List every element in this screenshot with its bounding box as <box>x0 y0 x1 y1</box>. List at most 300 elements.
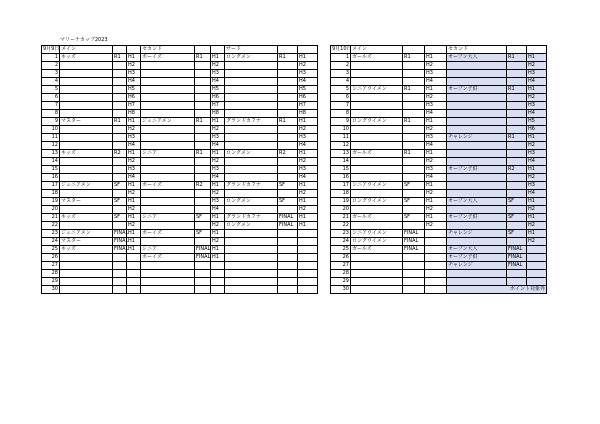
table-cell[interactable] <box>278 206 298 214</box>
row-number-cell[interactable]: 29 <box>331 278 351 286</box>
table-cell[interactable] <box>60 278 113 286</box>
row-number-cell[interactable]: 26 <box>42 254 60 262</box>
table-cell[interactable]: H2 <box>298 126 318 134</box>
table-cell[interactable] <box>425 270 447 278</box>
table-cell[interactable] <box>507 150 527 158</box>
row-number-cell[interactable]: 28 <box>42 270 60 278</box>
table-cell[interactable]: H4 <box>127 78 141 86</box>
table-cell[interactable] <box>447 182 507 190</box>
table-cell[interactable] <box>403 190 425 198</box>
table-cell[interactable] <box>60 174 113 182</box>
table-cell[interactable] <box>403 222 425 230</box>
table-cell[interactable]: H3 <box>298 70 318 78</box>
table-cell[interactable] <box>225 238 278 246</box>
table-cell[interactable]: シニア <box>141 246 195 254</box>
table-cell[interactable]: H5 <box>527 118 547 126</box>
table-cell[interactable]: H2 <box>127 126 141 134</box>
table-cell[interactable]: H1 <box>127 118 141 126</box>
table-cell[interactable] <box>351 206 403 214</box>
table-cell[interactable] <box>425 230 447 238</box>
table-cell[interactable] <box>447 118 507 126</box>
table-cell[interactable]: H2 <box>298 206 318 214</box>
table-cell[interactable]: ボーイズ <box>141 254 195 262</box>
table-cell[interactable]: オープン子供 <box>447 214 507 222</box>
table-cell[interactable] <box>447 150 507 158</box>
table-cell[interactable] <box>403 78 425 86</box>
table-cell[interactable] <box>351 78 403 86</box>
row-number-cell[interactable]: 12 <box>331 142 351 150</box>
table-cell[interactable]: H1 <box>127 182 141 190</box>
table-cell[interactable] <box>113 142 127 150</box>
table-cell[interactable] <box>403 134 425 142</box>
table-cell[interactable]: H2 <box>527 142 547 150</box>
table-cell[interactable]: ガールズ <box>351 54 403 62</box>
table-cell[interactable]: R1 <box>403 54 425 62</box>
table-cell[interactable] <box>298 246 318 254</box>
table-cell[interactable]: H7 <box>298 102 318 110</box>
table-cell[interactable]: H1 <box>211 150 225 158</box>
header-cell[interactable]: セカンド <box>141 46 195 54</box>
table-cell[interactable] <box>507 182 527 190</box>
table-cell[interactable] <box>225 254 278 262</box>
table-cell[interactable] <box>60 94 113 102</box>
table-cell[interactable]: SF <box>113 182 127 190</box>
table-cell[interactable] <box>195 262 211 270</box>
table-cell[interactable]: FINAL <box>114 230 129 236</box>
table-cell[interactable] <box>425 286 447 294</box>
table-cell[interactable] <box>351 126 403 134</box>
table-cell[interactable] <box>113 270 127 278</box>
table-cell[interactable]: R1 <box>113 118 127 126</box>
table-cell[interactable] <box>195 174 211 182</box>
table-cell[interactable]: R1 <box>403 118 425 126</box>
table-cell[interactable] <box>141 278 195 286</box>
table-cell[interactable] <box>225 166 278 174</box>
table-cell[interactable] <box>278 174 298 182</box>
table-cell[interactable]: H1 <box>211 118 225 126</box>
table-cell[interactable] <box>225 94 278 102</box>
table-cell[interactable]: H2 <box>425 190 447 198</box>
table-cell[interactable] <box>351 278 403 286</box>
table-cell[interactable] <box>195 278 211 286</box>
table-cell[interactable]: R1 <box>195 150 211 158</box>
row-number-cell[interactable]: 25 <box>42 246 60 254</box>
table-cell[interactable] <box>278 246 298 254</box>
table-cell[interactable]: R1 <box>507 134 527 142</box>
table-cell[interactable] <box>195 286 211 294</box>
row-number-cell[interactable]: 8 <box>42 110 60 118</box>
table-cell[interactable] <box>403 206 425 214</box>
table-cell[interactable] <box>127 286 141 294</box>
table-cell[interactable]: SF <box>195 230 211 238</box>
table-cell[interactable] <box>60 286 113 294</box>
table-cell[interactable]: H1 <box>425 150 447 158</box>
table-cell[interactable] <box>113 94 127 102</box>
table-cell[interactable]: マスター <box>60 238 113 246</box>
table-cell[interactable] <box>447 222 507 230</box>
header-cell[interactable] <box>278 46 298 54</box>
table-cell[interactable] <box>507 270 527 278</box>
table-cell[interactable]: オープン子供 <box>447 86 507 94</box>
row-number-cell[interactable]: 17 <box>42 182 60 190</box>
table-cell[interactable] <box>527 254 547 262</box>
table-cell[interactable]: H1 <box>527 214 547 222</box>
table-cell[interactable]: SF <box>278 182 298 190</box>
table-cell[interactable]: ジュニアメン <box>60 230 113 238</box>
table-cell[interactable]: SF <box>195 214 211 222</box>
table-cell[interactable] <box>195 78 211 86</box>
table-cell[interactable]: H4 <box>425 142 447 150</box>
table-cell[interactable] <box>278 166 298 174</box>
table-cell[interactable]: オープン子供 <box>447 254 507 262</box>
table-cell[interactable]: FINAL <box>403 238 425 246</box>
table-cell[interactable] <box>403 94 425 102</box>
table-cell[interactable] <box>507 110 527 118</box>
table-cell[interactable]: シニア <box>141 214 195 222</box>
table-cell[interactable]: H2 <box>211 62 225 70</box>
table-cell[interactable]: H2 <box>211 238 225 246</box>
table-cell[interactable] <box>195 238 211 246</box>
table-cell[interactable]: H4 <box>298 174 318 182</box>
row-number-cell[interactable]: 15 <box>331 166 351 174</box>
table-cell[interactable]: R1 <box>195 118 211 126</box>
table-cell[interactable]: H4 <box>211 78 225 86</box>
table-cell[interactable] <box>225 246 278 254</box>
row-number-cell[interactable]: 3 <box>42 70 60 78</box>
table-cell[interactable] <box>60 110 113 118</box>
row-number-cell[interactable]: 18 <box>42 190 60 198</box>
row-number-cell[interactable]: 11 <box>331 134 351 142</box>
row-number-cell[interactable]: 1 <box>42 54 60 62</box>
table-cell[interactable] <box>141 262 195 270</box>
table-cell[interactable]: H2 <box>527 238 547 246</box>
table-cell[interactable] <box>447 270 507 278</box>
table-cell[interactable] <box>225 78 278 86</box>
table-cell[interactable]: SF <box>507 214 527 222</box>
header-cell[interactable]: 9月9日 <box>43 46 60 52</box>
table-cell[interactable] <box>225 86 278 94</box>
table-cell[interactable] <box>403 270 425 278</box>
table-cell[interactable] <box>113 166 127 174</box>
table-cell[interactable]: グランドカフナ <box>225 182 278 190</box>
row-number-cell[interactable]: 20 <box>331 206 351 214</box>
table-cell[interactable]: H4 <box>527 78 547 86</box>
table-cell[interactable] <box>225 62 278 70</box>
table-cell[interactable]: ボーイズ <box>141 54 195 62</box>
table-cell[interactable]: H8 <box>211 110 225 118</box>
table-cell[interactable]: H2 <box>127 206 141 214</box>
table-cell[interactable]: ロングメン <box>225 150 278 158</box>
row-number-cell[interactable]: 24 <box>331 238 351 246</box>
table-cell[interactable]: H1 <box>527 86 547 94</box>
table-cell[interactable] <box>195 70 211 78</box>
table-cell[interactable]: オープン大人 <box>447 246 507 254</box>
row-number-cell[interactable]: 28 <box>331 270 351 278</box>
table-cell[interactable] <box>507 174 527 182</box>
table-cell[interactable]: キッズ <box>60 54 113 62</box>
table-cell[interactable]: H2 <box>527 222 547 230</box>
table-cell[interactable] <box>113 254 127 262</box>
row-number-cell[interactable]: 24 <box>42 238 60 246</box>
table-cell[interactable]: ガールズ <box>351 150 403 158</box>
table-cell[interactable]: H3 <box>425 70 447 78</box>
table-cell[interactable] <box>141 94 195 102</box>
table-cell[interactable] <box>195 110 211 118</box>
table-cell[interactable]: シニアウイメン <box>351 230 403 238</box>
table-cell[interactable] <box>425 254 447 262</box>
table-cell[interactable]: H2 <box>527 62 547 70</box>
row-number-cell[interactable]: 19 <box>42 198 60 206</box>
table-cell[interactable]: キッズ <box>60 150 113 158</box>
table-cell[interactable] <box>351 134 403 142</box>
table-cell[interactable] <box>447 78 507 86</box>
table-cell[interactable]: H2 <box>425 158 447 166</box>
table-cell[interactable] <box>113 78 127 86</box>
table-cell[interactable]: FINAL <box>196 254 211 260</box>
table-cell[interactable] <box>195 206 211 214</box>
table-cell[interactable]: R1 <box>507 86 527 94</box>
table-cell[interactable] <box>60 78 113 86</box>
table-cell[interactable] <box>298 278 318 286</box>
table-cell[interactable] <box>507 70 527 78</box>
table-cell[interactable] <box>351 174 403 182</box>
table-cell[interactable]: H4 <box>527 190 547 198</box>
table-cell[interactable] <box>447 94 507 102</box>
table-cell[interactable]: R1 <box>278 54 298 62</box>
table-cell[interactable] <box>447 110 507 118</box>
table-cell[interactable]: H2 <box>298 190 318 198</box>
table-cell[interactable]: ロングメン <box>225 54 278 62</box>
row-number-cell[interactable]: 23 <box>331 230 351 238</box>
table-cell[interactable] <box>403 102 425 110</box>
table-cell[interactable]: H1 <box>425 54 447 62</box>
table-cell[interactable] <box>141 166 195 174</box>
table-cell[interactable]: H4 <box>425 78 447 86</box>
row-number-cell[interactable]: 5 <box>331 86 351 94</box>
table-cell[interactable]: H1 <box>298 222 318 230</box>
row-number-cell[interactable]: 6 <box>331 94 351 102</box>
table-cell[interactable]: H1 <box>127 246 141 254</box>
row-number-cell[interactable]: 7 <box>331 102 351 110</box>
table-cell[interactable] <box>507 190 527 198</box>
table-cell[interactable] <box>195 86 211 94</box>
row-number-cell[interactable]: 27 <box>331 262 351 270</box>
row-number-cell[interactable]: 7 <box>42 102 60 110</box>
table-cell[interactable] <box>351 110 403 118</box>
table-cell[interactable] <box>60 70 113 78</box>
table-cell[interactable] <box>60 254 113 262</box>
table-cell[interactable] <box>447 142 507 150</box>
table-cell[interactable]: H3 <box>425 134 447 142</box>
table-cell[interactable]: H4 <box>527 110 547 118</box>
table-cell[interactable] <box>225 230 278 238</box>
table-cell[interactable]: H2 <box>298 62 318 70</box>
table-cell[interactable]: H6 <box>211 94 225 102</box>
table-cell[interactable] <box>278 142 298 150</box>
row-number-cell[interactable]: 9 <box>331 118 351 126</box>
table-cell[interactable] <box>141 110 195 118</box>
table-cell[interactable]: H2 <box>211 190 225 198</box>
table-cell[interactable]: シニアウイメン <box>351 182 403 190</box>
table-cell[interactable]: H3 <box>211 134 225 142</box>
table-cell[interactable] <box>225 142 278 150</box>
row-number-cell[interactable]: 26 <box>331 254 351 262</box>
table-cell[interactable]: マスター <box>60 118 113 126</box>
table-cell[interactable] <box>278 70 298 78</box>
table-cell[interactable] <box>278 278 298 286</box>
table-cell[interactable]: H3 <box>527 150 547 158</box>
table-cell[interactable] <box>447 158 507 166</box>
table-cell[interactable]: キッズ <box>60 214 113 222</box>
table-cell[interactable]: H1 <box>127 198 141 206</box>
table-cell[interactable] <box>278 254 298 262</box>
table-cell[interactable]: R2 <box>195 182 211 190</box>
table-cell[interactable]: シニア <box>141 150 195 158</box>
table-cell[interactable]: H3 <box>127 70 141 78</box>
table-cell[interactable]: H2 <box>425 94 447 102</box>
table-cell[interactable] <box>447 238 507 246</box>
table-cell[interactable]: H6 <box>298 94 318 102</box>
table-cell[interactable]: H1 <box>211 254 225 262</box>
table-cell[interactable] <box>60 102 113 110</box>
table-cell[interactable]: SF <box>403 214 425 222</box>
table-cell[interactable] <box>507 238 527 246</box>
table-cell[interactable] <box>425 246 447 254</box>
table-cell[interactable]: H4 <box>425 110 447 118</box>
table-cell[interactable] <box>113 62 127 70</box>
row-number-cell[interactable]: 13 <box>42 150 60 158</box>
table-cell[interactable]: R1 <box>195 54 211 62</box>
table-cell[interactable]: H1 <box>298 150 318 158</box>
table-cell[interactable] <box>225 262 278 270</box>
table-cell[interactable] <box>127 270 141 278</box>
table-cell[interactable] <box>403 158 425 166</box>
table-cell[interactable] <box>60 206 113 214</box>
table-cell[interactable]: H1 <box>527 230 547 238</box>
row-number-cell[interactable]: 15 <box>42 166 60 174</box>
row-number-cell[interactable]: 6 <box>42 94 60 102</box>
table-cell[interactable]: SF <box>403 198 425 206</box>
table-cell[interactable] <box>351 70 403 78</box>
table-cell[interactable]: H5 <box>211 86 225 94</box>
table-cell[interactable]: ロングウイメン <box>351 118 403 126</box>
row-number-cell[interactable]: 3 <box>331 70 351 78</box>
table-cell[interactable] <box>113 102 127 110</box>
row-number-cell[interactable]: 14 <box>331 158 351 166</box>
table-cell[interactable]: ロングメン <box>225 198 278 206</box>
table-cell[interactable]: FINAL <box>403 246 425 254</box>
table-cell[interactable]: H1 <box>425 118 447 126</box>
table-cell[interactable] <box>141 174 195 182</box>
row-number-cell[interactable]: 25 <box>331 246 351 254</box>
table-cell[interactable]: H4 <box>127 142 141 150</box>
table-cell[interactable]: H1 <box>527 166 547 174</box>
table-cell[interactable] <box>403 174 425 182</box>
table-cell[interactable] <box>141 142 195 150</box>
header-cell[interactable] <box>298 46 318 54</box>
table-cell[interactable] <box>403 262 425 270</box>
table-cell[interactable]: シニアウイメン <box>351 86 403 94</box>
table-cell[interactable] <box>141 286 195 294</box>
header-cell[interactable] <box>195 46 211 54</box>
table-cell[interactable] <box>425 262 447 270</box>
row-number-cell[interactable]: 21 <box>331 214 351 222</box>
row-number-cell[interactable]: 8 <box>331 110 351 118</box>
table-cell[interactable] <box>113 286 127 294</box>
table-cell[interactable] <box>351 222 403 230</box>
table-cell[interactable]: H1 <box>298 198 318 206</box>
header-cell[interactable] <box>507 46 527 54</box>
table-cell[interactable]: ロングウイメン <box>351 238 403 246</box>
table-cell[interactable] <box>351 166 403 174</box>
table-cell[interactable]: H2 <box>127 190 141 198</box>
table-cell[interactable] <box>447 102 507 110</box>
table-cell[interactable] <box>403 70 425 78</box>
table-cell[interactable]: H4 <box>425 174 447 182</box>
table-cell[interactable]: H5 <box>298 86 318 94</box>
table-cell[interactable]: H7 <box>127 102 141 110</box>
table-cell[interactable]: H3 <box>127 134 141 142</box>
table-cell[interactable]: H4 <box>127 174 141 182</box>
table-cell[interactable]: チャレンジ <box>447 262 507 270</box>
table-cell[interactable]: H3 <box>425 166 447 174</box>
table-cell[interactable]: H2 <box>425 62 447 70</box>
table-cell[interactable] <box>278 62 298 70</box>
table-cell[interactable] <box>225 270 278 278</box>
table-cell[interactable] <box>351 102 403 110</box>
table-cell[interactable] <box>141 86 195 94</box>
table-cell[interactable]: R1 <box>507 54 527 62</box>
table-cell[interactable] <box>225 126 278 134</box>
header-cell[interactable]: メイン <box>351 46 403 54</box>
table-cell[interactable] <box>113 110 127 118</box>
row-number-cell[interactable]: 22 <box>331 222 351 230</box>
table-cell[interactable] <box>507 118 527 126</box>
row-number-cell[interactable]: 2 <box>331 62 351 70</box>
table-cell[interactable] <box>278 94 298 102</box>
table-cell[interactable]: H2 <box>527 174 547 182</box>
table-cell[interactable]: FINAL <box>403 230 425 238</box>
table-cell[interactable]: FINAL <box>507 262 527 270</box>
table-cell[interactable] <box>507 278 527 286</box>
table-cell[interactable]: H5 <box>127 86 141 94</box>
table-cell[interactable] <box>403 278 425 286</box>
table-cell[interactable]: R1 <box>403 86 425 94</box>
table-cell[interactable] <box>527 278 547 286</box>
table-cell[interactable] <box>141 238 195 246</box>
table-cell[interactable] <box>298 262 318 270</box>
table-cell[interactable]: H2 <box>425 206 447 214</box>
table-cell[interactable] <box>225 174 278 182</box>
table-cell[interactable] <box>278 78 298 86</box>
header-cell[interactable] <box>403 46 425 54</box>
table-cell[interactable] <box>225 206 278 214</box>
table-cell[interactable] <box>425 238 447 246</box>
table-cell[interactable] <box>403 166 425 174</box>
table-cell[interactable] <box>447 278 507 286</box>
table-cell[interactable] <box>225 158 278 166</box>
table-cell[interactable] <box>507 222 527 230</box>
table-cell[interactable] <box>351 62 403 70</box>
table-cell[interactable]: R1 <box>278 118 298 126</box>
table-cell[interactable]: チャレンジ <box>447 134 507 142</box>
table-cell[interactable] <box>507 102 527 110</box>
table-cell[interactable]: ジュニアメン <box>60 182 113 190</box>
table-cell[interactable]: ガールズ <box>351 214 403 222</box>
row-number-cell[interactable]: 18 <box>331 190 351 198</box>
table-cell[interactable] <box>195 198 211 206</box>
table-cell[interactable]: H1 <box>127 54 141 62</box>
